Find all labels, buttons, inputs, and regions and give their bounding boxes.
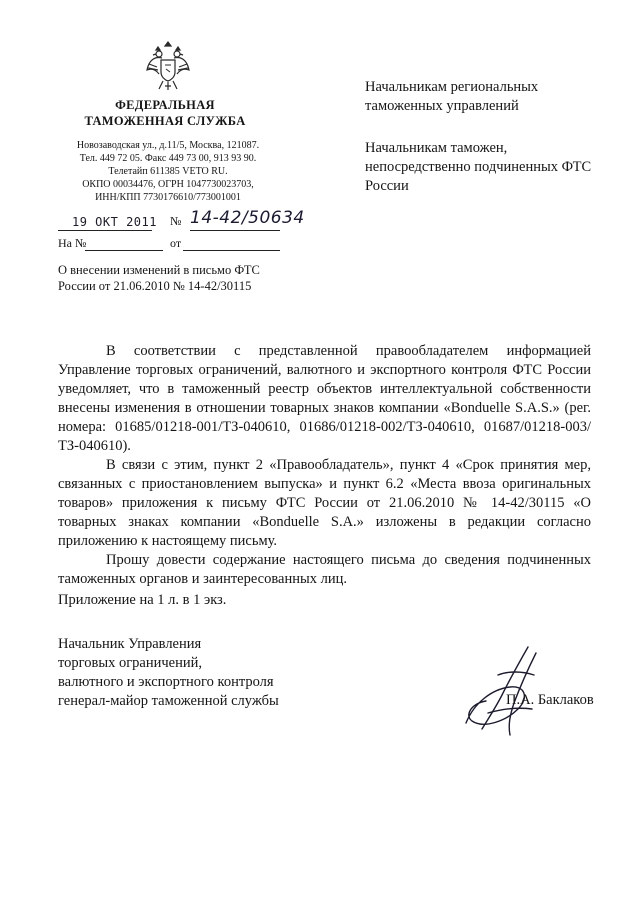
reference-date-blank [183,250,280,251]
signer-title-line: Начальник Управления [58,636,202,652]
reference-number-blank [85,250,163,251]
agency-name-line1: ФЕДЕРАЛЬНАЯ [115,98,215,112]
address-line: ОКПО 00034476, ОГРН 1047730023703, [82,179,254,190]
registration-number-underline [190,230,280,231]
reference-number-label: На № [58,236,87,250]
address-line: Телетайп 611385 VETO RU. [108,166,228,177]
letter-body [58,342,591,589]
signer-title-line: валютного и экспортного контроля [58,674,274,690]
letter-subject: О внесении изменений в письмо ФТС России от 21.06.2010 № 14-42/30115 [58,263,260,293]
signer-name: П.А. Баклаков [506,692,594,708]
registration-number-sign: № [170,214,182,228]
signer-title-line: торговых ограничений, [58,655,202,671]
attachment-note: Приложение на 1 л. в 1 экз. [58,592,227,608]
addressee-customs: Начальникам таможен, непосредственно подчиненных ФТС России [365,140,592,194]
registration-date-underline [58,230,152,231]
agency-name-line2: ТАМОЖЕННАЯ СЛУЖБА [84,114,246,128]
reference-date-label: от [170,236,182,250]
agency-address [58,139,278,204]
address-line: ИНН/КПП 7730176610/773001001 [95,192,241,203]
signer-title-line: генерал-майор таможенной службы [58,693,279,709]
body-paragraph: Прошу довести содержание настоящего письма до сведения подчиненных таможенных органов и заинтересованных лиц. [58,552,591,587]
address-line: Тел. 449 72 05. Факс 449 73 00, 913 93 90. [79,153,257,164]
addressee-regional: Начальникам региональных таможенных управлений [365,79,539,114]
signer-title [58,635,358,711]
registration-number: 14-42/50634 [190,208,305,228]
registration-date: 19 ОКТ 2011 [72,215,157,229]
body-paragraph: В связи с этим, пункт 2 «Правообладатель», пункт 4 «Срок принятия мер, связанных с приостановлением выпуска» и пункт 6.2 «Места ввоза оригинальных товаров» приложения к письму ФТС России от 21.06.2010 № 14-42/30115 «О товарных знаках компании «Bonduelle S.A.» изложены в редакции согласно приложению к настоящему письму. [58,457,591,549]
address-line: Новозаводская ул., д.11/5, Москва, 121087. [76,140,260,151]
body-paragraph: В соответствии с представленной правообладателем информацией Управление торговых ограничений, валютного и экспортного контроля ФТС России уведомляет, что в таможенный реестр объектов интеллектуальной собственности внесены изменения в отношении товарных знаков компании «Bonduelle S.A.S.» (рег. номера: 01685/01218-001/ТЗ-040610, 01686/01218-002/ТЗ-040610, 01687/01218-003/ТЗ-040610). [58,343,591,454]
russian-coat-of-arms-icon [145,40,191,92]
